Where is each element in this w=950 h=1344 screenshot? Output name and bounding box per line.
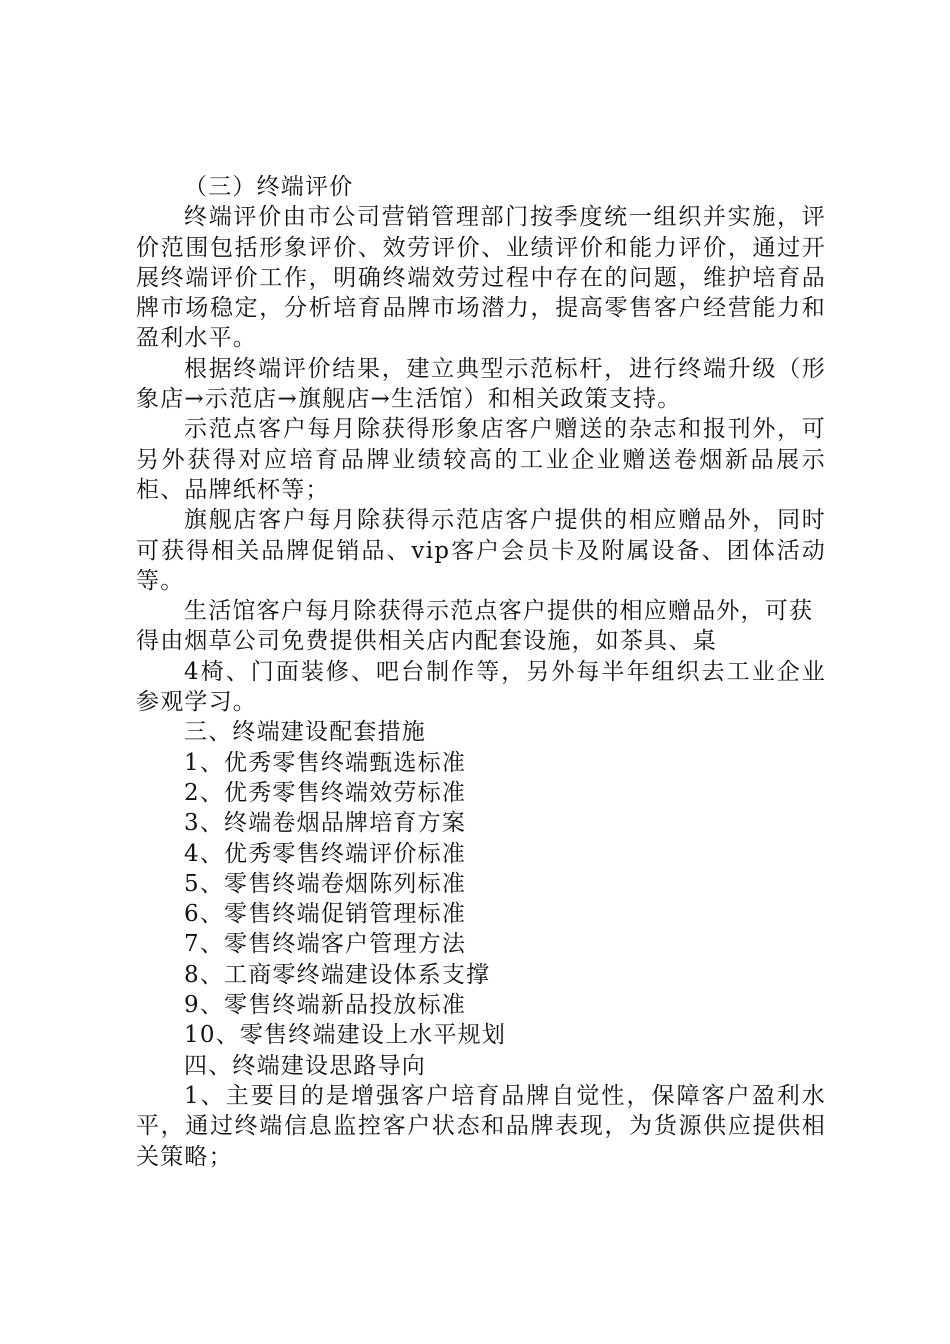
section-heading-terminal-evaluation: （三）终端评价 [184,174,354,200]
paragraph: 1、主要目的是增强客户培育品牌自觉性，保障客户盈利水平，通过终端信息监控客户状态和品牌表现，为货源供应提供相关策略； [136,1082,826,1170]
paragraph: 生活馆客户每月除获得示范点客户提供的相应赠品外，可获得由烟草公司免费提供相关店内配套设施，如茶具、桌 [136,598,814,655]
list-item: 7、零售终端客户管理方法 [184,931,467,958]
list-item: 3、终端卷烟品牌培育方案 [184,810,467,837]
paragraph: 根据终端评价结果，建立典型示范标杆，进行终端升级（形象店→示范店→旗舰店→生活馆）和相关政策支持。 [136,355,826,413]
list-item: 9、零售终端新品投放标准 [184,992,467,1019]
list-item: 5、零售终端卷烟陈列标准 [184,870,467,897]
paragraph: 示范点客户每月除获得形象店客户赠送的杂志和报刊外，可另外获得对应培育品牌业绩较高的工业企业赠送卷烟新品展示柜、品牌纸杯等； [136,416,826,503]
section-heading-guidance: 四、终端建设思路导向 [184,1052,426,1079]
paragraph: 旗舰店客户每月除获得示范店客户提供的相应赠品外，同时可获得相关品牌促销品、vip客户会员卡及附属设备、团体活动等。 [136,507,826,594]
list-item: 8、工商零终端建设体系支撑 [184,961,491,988]
list-item: 6、零售终端促销管理标准 [184,901,467,928]
paragraph: 4椅、门面装修、吧台制作等，另外每半年组织去工业企业参观学习。 [136,658,826,716]
list-item: 10、零售终端建设上水平规划 [184,1022,507,1049]
list-item: 2、优秀零售终端效劳标准 [184,779,467,806]
section-heading-supporting-measures: 三、终端建设配套措施 [184,719,426,746]
list-item: 4、优秀零售终端评价标准 [184,840,467,867]
paragraph: 终端评价由市公司营销管理部门按季度统一组织并实施，评价范围包括形象评价、效劳评价、业绩评价和能力评价，通过开展终端评价工作，明确终端效劳过程中存在的问题，维护培育品牌市场稳定，分析培育品牌市场潜力，提高零售客户经营能力和盈利水平。 [136,204,826,352]
document-body [136,172,826,1172]
list-item: 1、优秀零售终端甄选标准 [184,749,467,776]
